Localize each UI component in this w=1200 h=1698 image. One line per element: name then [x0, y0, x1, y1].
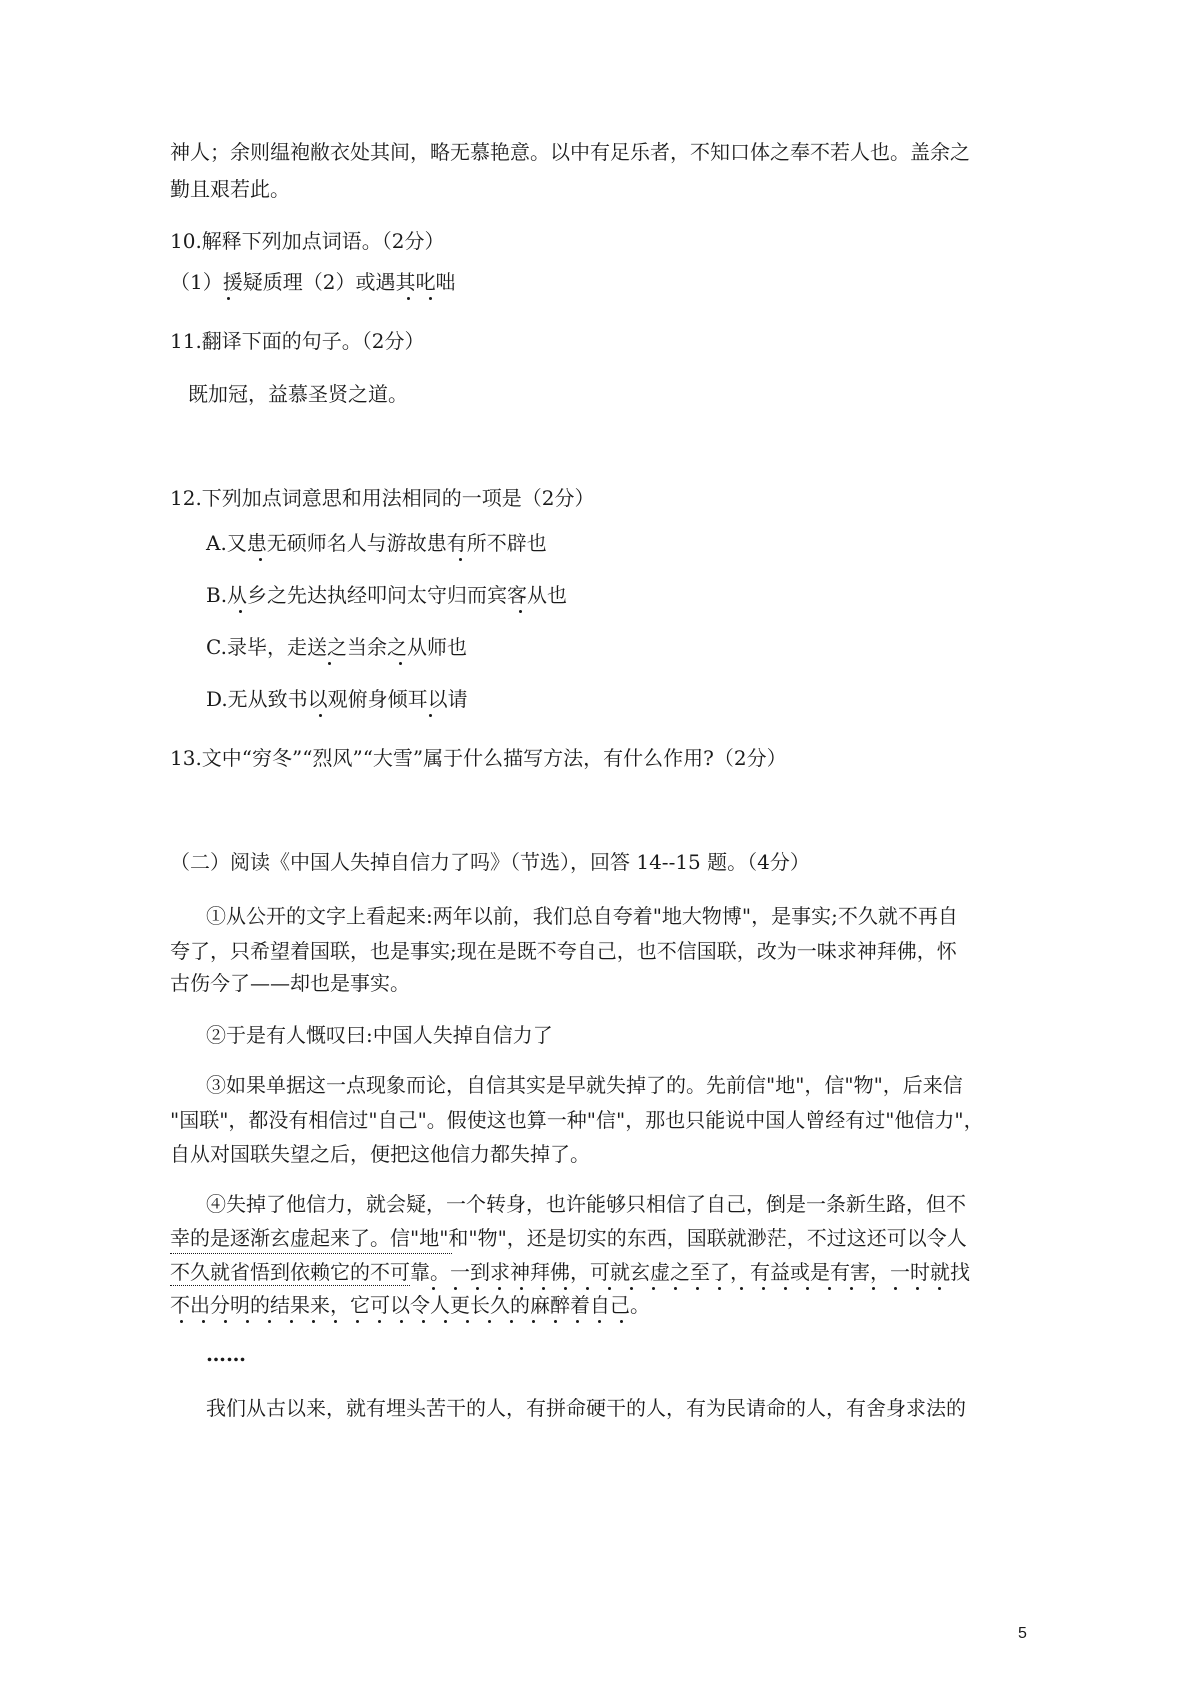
paragraph-line: 夸了，只希望着国联，也是事实;现在是既不夸自己，也不信国联，改为一味求神拜佛，怀 — [170, 939, 957, 963]
question-title: 12.下列加点词意思和用法相同的一项是（2分） — [170, 486, 595, 510]
page-number: 5 — [1018, 1625, 1027, 1642]
ellipsis: …… — [206, 1342, 246, 1366]
option-d: D.无从致书以观俯身倾耳以请 — [206, 687, 468, 711]
option-c: C.录毕，走送之当余之从师也 — [206, 635, 467, 659]
paragraph-line: 幸的是逐渐玄虚起来了。信"地"和"物"，还是切实的东西，国联就渺茫，不过这还可以令人 — [170, 1226, 967, 1250]
paragraph-line: 我们从古以来，就有埋头苦干的人，有拼命硬干的人，有为民请命的人，有舍身求法的 — [206, 1396, 966, 1420]
question-title: 11.翻译下面的句子。（2分） — [170, 329, 425, 353]
option-a: A.又患无硕师名人与游故患有所不辟也 — [206, 531, 547, 555]
paragraph-line: "国联"，都没有相信过"自己"。假使这也算一种"信"，那也只能说中国人曾经有过"他信力"， — [170, 1108, 984, 1132]
question-title: 10.解释下列加点词语。（2分） — [170, 229, 445, 253]
translate-sentence: 既加冠，益慕圣贤之道。 — [188, 382, 408, 406]
wavy-underline — [170, 1285, 410, 1286]
paragraph-line: ④失掉了他信力，就会疑，一个转身，也许能够只相信了自己，倒是一条新生路，但不 — [206, 1192, 966, 1216]
passage-line: 神人；余则缊袍敝衣处其间，略无慕艳意。以中有足乐者，不知口体之奉不若人也。盖余之 — [170, 140, 970, 164]
question-title: 13.文中“穷冬”“烈风”“大雪”属于什么描写方法，有什么作用?（2分） — [170, 746, 787, 770]
paragraph-line: ③如果单据这一点现象而论，自信其实是早就失掉了的。先前信"地"，信"物"，后来信 — [206, 1073, 963, 1097]
paragraph-line: 自从对国联失望之后，便把这他信力都失掉了。 — [170, 1142, 590, 1166]
question-items: （1）援疑质理（2）或遇其叱咄 — [170, 270, 456, 294]
paragraph-line: ②于是有人慨叹曰:中国人失掉自信力了 — [206, 1023, 553, 1047]
section-heading: （二）阅读《中国人失掉自信力了吗》（节选），回答 14--15 题。（4分） — [170, 850, 810, 874]
option-b: B.从乡之先达执经叩问太守归而宾客从也 — [206, 583, 568, 607]
paragraph-line: ①从公开的文字上看起来:两年以前，我们总自夸着"地大物博"，是事实;不久就不再自 — [206, 904, 958, 928]
paragraph-line: 不久就省悟到依赖它的不可靠。一到求神拜佛，可就玄虚之至了，有益或是有害，一时就找 — [170, 1260, 970, 1284]
wavy-underline — [170, 1253, 452, 1254]
passage-line: 勤且艰若此。 — [170, 177, 290, 201]
paragraph-line: 不出分明的结果来，它可以令人更长久的麻醉着自己。 — [170, 1293, 650, 1317]
paragraph-line: 古伤今了——却也是事实。 — [170, 971, 410, 995]
